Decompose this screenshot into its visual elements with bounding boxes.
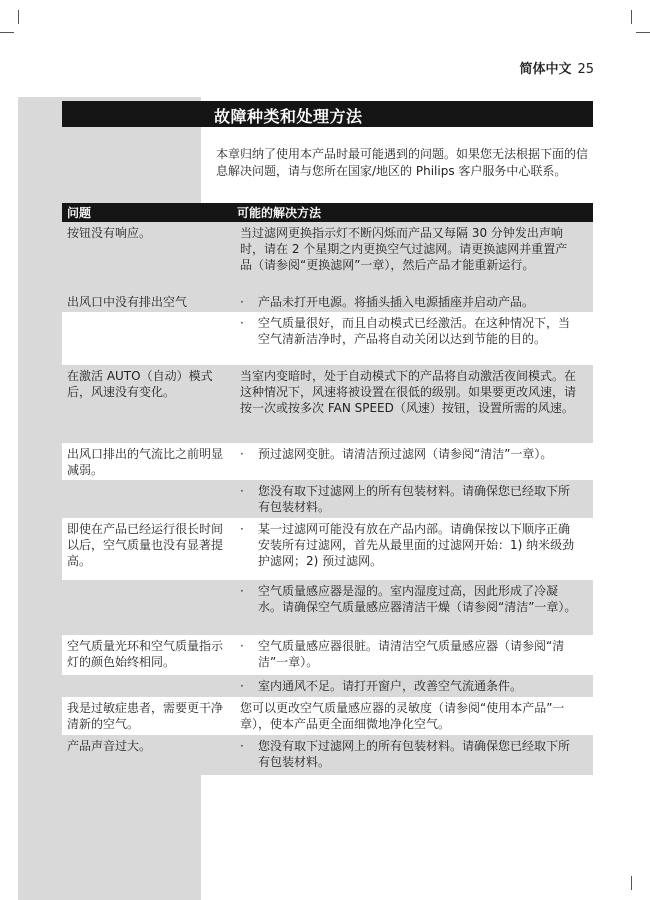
problem-cell: 即使在产品已经运行很长时间以后，空气质量也没有显著提高。 xyxy=(67,522,224,568)
problem-cell xyxy=(62,580,232,635)
header-solution: 可能的解决方法 xyxy=(237,205,322,220)
bullet-mark: · xyxy=(240,484,244,498)
solution-text: 某一过滤网可能没有放在产品内部。请确保按以下顺序正确安装所有过滤网，首先从最里面的过滤网开始：1) 纳米级劲护滤网；2) 预过滤网。 xyxy=(258,522,575,568)
page-header xyxy=(519,58,594,77)
table-row xyxy=(62,291,593,312)
section-title-bar xyxy=(62,101,593,127)
solution-text: 产品未打开电源。将插头插入电源插座并启动产品。 xyxy=(258,295,535,309)
table-row xyxy=(62,443,593,480)
table-row xyxy=(62,697,593,735)
solution-cell xyxy=(232,675,593,697)
table-row xyxy=(62,735,593,775)
bullet-mark: · xyxy=(240,639,244,653)
section-title: 故障种类和处理方法 xyxy=(214,107,363,126)
crop-mark xyxy=(18,10,19,24)
problem-cell xyxy=(62,675,232,697)
solution-cell xyxy=(232,635,593,675)
table-row xyxy=(62,222,593,291)
problem-cell xyxy=(62,480,232,518)
problem-cell: 空气质量光环和空气质量指示灯的颜色始终相同。 xyxy=(67,639,224,669)
solution-text: 室内通风不足。请打开窗户，改善空气流通条件。 xyxy=(258,679,523,693)
troubleshooting-table xyxy=(62,203,593,775)
crop-mark xyxy=(636,32,650,33)
crop-mark xyxy=(0,32,14,33)
problem-cell: 我是过敏症患者，需要更干净清新的空气。 xyxy=(67,701,224,731)
solution-cell xyxy=(232,580,593,635)
table-row xyxy=(62,480,593,518)
problem-cell: 在激活 AUTO（自动）模式后，风速没有变化。 xyxy=(67,369,213,399)
solution-cell: 当室内变暗时，处于自动模式下的产品将自动激活夜间模式。在这种情况下，风速将被设置在很低的级别。如果要更改风速，请按一次或按多次 FAN SPEED（风速）按钮，设置所需的风速。 xyxy=(240,369,577,415)
solution-text: 预过滤网变脏。请清洁预过滤网（请参阅“清洁”一章）。 xyxy=(258,447,553,461)
crop-mark xyxy=(631,10,632,24)
bullet-mark: · xyxy=(240,679,244,693)
solution-cell: 当过滤网更换指示灯不断闪烁而产品又每隔 30 分钟发出声响时，请在 2 个星期之内更换空气过滤网。请更换滤网并重置产品（请参阅“更换滤网”一章），然后产品才能重新运行。 xyxy=(240,226,568,272)
solution-cell: 您可以更改空气质量感应器的灵敏度（请参阅“使用本产品”一章），使本产品更全面细微地净化空气。 xyxy=(240,701,565,731)
header-problem: 问题 xyxy=(67,205,92,220)
solution-cell xyxy=(232,518,593,580)
problem-cell xyxy=(62,312,232,365)
solution-text: 空气质量感应器很脏。请清洁空气质量感应器（请参阅“清洁”一章）。 xyxy=(258,639,565,669)
page-number: 25 xyxy=(577,62,594,77)
solution-cell xyxy=(232,735,593,775)
table-header xyxy=(62,203,593,222)
intro-paragraph: 本章归纳了使用本产品时最可能遇到的问题。如果您无法根据下面的信息解决问题，请与您所在国家/地区的 Philips 客户服务中心联系。 xyxy=(216,147,589,178)
bullet-mark: · xyxy=(240,316,244,330)
bullet-mark: · xyxy=(240,447,244,461)
solution-text: 您没有取下过滤网上的所有包装材料。请确保您已经取下所有包装材料。 xyxy=(258,484,571,514)
solution-text: 您没有取下过滤网上的所有包装材料。请确保您已经取下所有包装材料。 xyxy=(258,739,571,769)
solution-cell xyxy=(232,312,593,365)
problem-cell: 出风口中没有排出空气 xyxy=(67,295,188,309)
crop-mark xyxy=(631,876,632,890)
table-row xyxy=(62,635,593,675)
table-row xyxy=(62,675,593,697)
table-row xyxy=(62,518,593,580)
table-row xyxy=(62,312,593,365)
problem-cell: 按钮没有响应。 xyxy=(67,226,152,240)
problem-cell: 出风口排出的气流比之前明显减弱。 xyxy=(67,447,224,477)
bullet-mark: · xyxy=(240,295,244,309)
solution-text: 空气质量感应器是湿的。室内湿度过高，因此形成了冷凝水。请确保空气质量感应器清洁干燥（请参阅“清洁”一章）。 xyxy=(258,584,577,614)
bullet-mark: · xyxy=(240,584,244,598)
bullet-mark: · xyxy=(240,522,244,536)
solution-cell xyxy=(232,443,593,480)
solution-text: 空气质量很好，而且自动模式已经激活。在这种情况下，当空气清新洁净时，产品将自动关闭以达到节能的目的。 xyxy=(258,316,571,346)
problem-cell: 产品声音过大。 xyxy=(67,739,152,753)
bullet-mark: · xyxy=(240,739,244,753)
language-label: 简体中文 xyxy=(519,62,572,77)
solution-cell xyxy=(232,480,593,518)
table-row xyxy=(62,365,593,443)
solution-cell xyxy=(232,291,593,312)
table-row xyxy=(62,580,593,635)
